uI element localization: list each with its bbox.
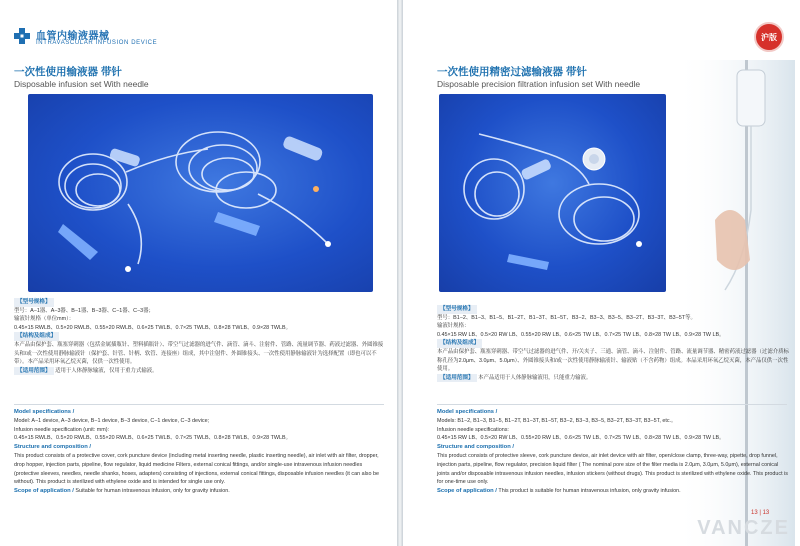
divider [437,404,787,405]
scope-tag: 【适用范围】 [437,374,477,383]
en-model-line-3: 0.45×15 RWLB、0.5×20 RWLB、0.55×20 RWLB、0.6×25 TWLB、0.7×25 TWLB、0.8×28 TWLB、0.9×28 TWLB。 [14,435,292,442]
brand-name-cn: 血管内输液器械 [36,31,110,42]
model-line-2: 输液针规格： [437,323,470,330]
scope-text-cn: 本产品适用于人体静脉输液用，只能重力输液。 [478,374,592,381]
watermark: VANCZE [697,517,790,539]
divider [14,404,384,405]
right-page [403,0,800,546]
infusion-set-photo [28,94,373,292]
en-model-line-2: Infusion needle specifications: [437,426,509,433]
model-line-1: 型号：B1−2、B1−3、B1−5、B1−2T、B1−3T、B1−5T、B3−2、B3−3、B3−5、B3−2T、B3−3T、B3−5T等。 [437,314,696,321]
structure-tag: 【结构及组成】 [14,332,59,341]
left-page [0,0,397,546]
product-title-cn: 一次性使用输液器 带针 [14,66,122,78]
structure-text-cn: 本产品由保护套、瓶塞穿刺器、带空气过滤器的进气件、开/关夹子、三通、滴管、滴斗、注射件、管路、流量调节器、精密药液过滤器（过滤介质标称孔径为2.0μm、3.0μm、5.0μm）、外圆锥接头和/或一次性使用静脉输液针、输液贴（不含药物）组成。本品采用环氧乙烷灭菌，本产品仅供一次性使用。 [437,348,789,373]
model-line-3: 0.45×15 RWLB、0.5×20 RWLB、0.55×20 RWLB、0.6×25 TWLB、0.7×25 TWLB、0.8×28 TWLB、0.9×28 TWLB。 [14,324,292,331]
precision-infusion-set-photo [439,94,666,292]
model-tag: 【型号规格】 [14,298,54,307]
en-model-heading: Model specifications / [437,409,498,415]
brand-name-en: INTRAVASCULAR INFUSION DEVICE [36,40,158,46]
en-model-line-1: Model: A−1 device, A−3 device, B−1 device, B−3 device, C−1 device, C−3 device; [14,417,210,424]
structure-tag: 【结构及组成】 [437,339,482,348]
en-scope-heading: Scope of application / [14,488,74,495]
scope-text-cn: 适用于人体静脉输液，仅用于重力式输液。 [55,367,158,374]
english-spec [14,408,386,496]
model-line-3: 0.45×15 RW LB、0.5×20 RW LB、0.55×20 RW LB、0.6×25 TW LB、0.7×25 TW LB、0.8×28 TW LB、0.9×28 TW LB。 [437,331,725,338]
brand-badge: 沪版 [754,22,784,52]
en-scope-heading: Scope of application / [437,488,497,495]
product-title-cn: 一次性使用精密过滤输液器 带针 [437,66,587,78]
en-model-line-2: Infusion needle specification (unit: mm): [14,426,109,433]
en-structure-heading: Structure and composition / [437,444,514,451]
en-model-line-1: Models: B1−2, B1−3, B1−5, B1−2T, B1−3T, B1−5T, B3−2, B3−3, B3−5, B3−2T, B3−3T, B3−5T, etc.。 [437,417,677,424]
english-spec [437,408,792,496]
model-spec-cn [14,298,386,375]
model-spec-cn [437,305,792,382]
en-structure-text: This product consists of a protective cover, cork puncture device (including metal inserting needle, plastic inserting needle), air inlet with air filter, dropper, drop hopper, injection parts, pipeline, flow regulator, liquid medicine Filters, external conical fittings, and/or single-use intravenous infusion needles (protective sleeves, needles, needle shanks, hoses, adapters) consisting of injections, external conical fittings, disposable infusion needles (it can also be without). This product is sterilized with ethylene oxide and is intended for single use only. [14,452,379,486]
model-tag: 【型号规格】 [437,305,477,314]
model-line-1: 型号：A−1器、A−3器、B−1器、B−3器、C−1器、C−3器； [14,307,154,314]
scope-tag: 【适用范围】 [14,367,54,376]
en-scope-text: This product is suitable for human intravenous infusion, only gravity infusion. [498,488,681,495]
en-model-heading: Model specifications / [14,409,75,415]
en-structure-text: This product consists of protective sleeve, cork puncture device, air inlet device with air filter, open/close clamp, three-way, pipette, drop funnel, injection parts, pipeline, flow regulator, precision liquid filter ( The nominal pore size of the filter media is 2.0μm, 3.0μm, 5.0μm), external conical joints and/or disposable intravenous infusion needles, infusion stickers (without drugs). This product is sterilized with ethylene oxide. This product is for one-time use only. [437,452,788,486]
page-number: 13 | 13 [751,510,770,516]
product-title-en: Disposable infusion set With needle [14,79,149,89]
cross-logo-icon [14,28,30,44]
en-model-line-3: 0.45×15 RW LB、0.5×20 RW LB、0.55×20 RW LB、0.6×25 TW LB、0.7×25 TW LB、0.8×28 TW LB、0.9×28 TW LB。 [437,435,725,442]
structure-text-cn: 本产品由保护套、瓶塞穿刺器（包括金属插瓶针、塑料插瓶针）、带空气过滤器的进气件、滴管、滴斗、注射件、管路、流量调节器、药液过滤器、外圆锥接头和/或一次性使用静脉输液针（保护套、针管、针柄、软管、连接座）组成，其中注射件、外圆锥接头、一次性使用静脉输液针为选择配置（即也可以不带）。本产品采用环氧乙烷灭菌，仅供一次性使用。 [14,341,384,366]
en-structure-heading: Structure and composition / [14,444,91,451]
model-line-2: 输液针规格（单位mm）： [14,316,75,323]
en-scope-text: Suitable for human intravenous infusion, only for gravity infusion. [75,488,230,495]
product-title-en: Disposable precision filtration infusion set With needle [437,79,641,89]
